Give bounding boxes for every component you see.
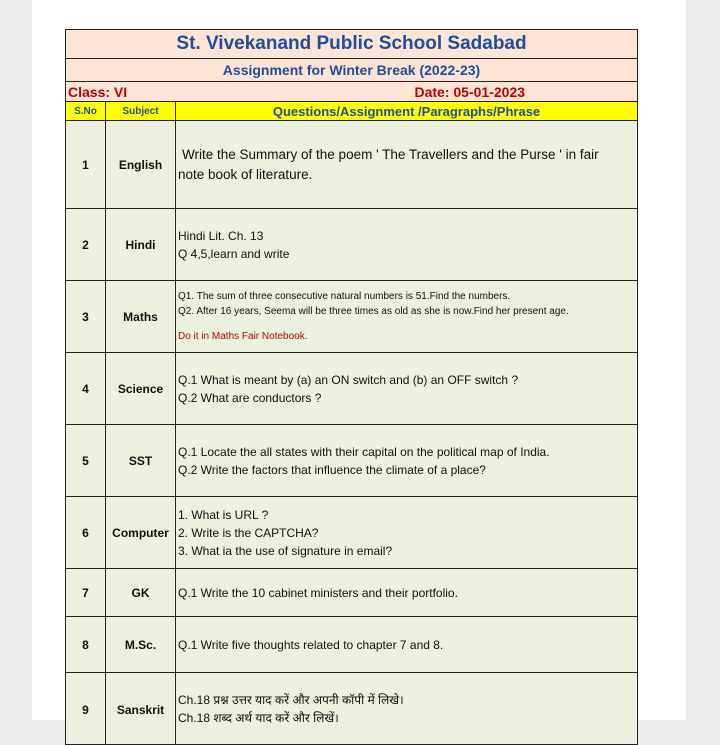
date-label: Date: 05-01-2023 <box>176 82 638 102</box>
row-subject: SST <box>106 425 176 497</box>
row-subject: Hindi <box>106 209 176 281</box>
row-questions <box>176 425 638 497</box>
row-subject: Computer <box>106 497 176 569</box>
row-number: 4 <box>66 353 106 425</box>
row-questions <box>176 353 638 425</box>
table-row <box>66 673 638 745</box>
row-questions <box>176 209 638 281</box>
row-number: 9 <box>66 673 106 745</box>
row-questions <box>176 497 638 569</box>
assignment-title: Assignment for Winter Break (2022-23) <box>66 59 638 82</box>
row-number: 7 <box>66 569 106 617</box>
row-subject: M.Sc. <box>106 617 176 673</box>
table-row <box>66 617 638 673</box>
row-subject: Maths <box>106 281 176 353</box>
assignment-table <box>65 29 638 745</box>
question-line: Q.1 Write the 10 cabinet ministers and their portfolio. <box>178 585 458 600</box>
question-line: Q.1 Write five thoughts related to chapter 7 and 8. <box>178 637 444 652</box>
row-questions <box>176 121 638 209</box>
row-questions <box>176 281 638 353</box>
maths-note: Do it in Maths Fair Notebook. <box>178 331 308 342</box>
assignment-sheet <box>65 29 637 745</box>
question-line: note book of literature. <box>178 166 313 182</box>
row-questions <box>176 617 638 673</box>
row-number: 5 <box>66 425 106 497</box>
table-row <box>66 569 638 617</box>
row-subject: English <box>106 121 176 209</box>
row-subject: Sanskrit <box>106 673 176 745</box>
class-label: Class: VI <box>66 82 176 102</box>
question-line: Ch.18 प्रश्न उत्तर याद करें और अपनी कॉपी में लिखे। <box>178 693 404 707</box>
question-line: Q 4,5,learn and write <box>178 246 290 261</box>
question-line: Q2. After 16 years, Seema will be three times as old as she is now.Find her present age. <box>178 306 569 317</box>
row-questions <box>176 569 638 617</box>
table-row <box>66 353 638 425</box>
row-number: 3 <box>66 281 106 353</box>
column-header-questions: Questions/Assignment /Paragraphs/Phrase <box>176 102 638 121</box>
question-line: 3. What ia the use of signature in email? <box>178 543 393 558</box>
question-line: Q.2 What are conductors ? <box>178 390 322 405</box>
row-number: 2 <box>66 209 106 281</box>
question-line: Ch.18 शब्द अर्थ याद करें और लिखें। <box>178 711 339 725</box>
question-line: 2. Write is the CAPTCHA? <box>178 525 319 540</box>
row-questions <box>176 673 638 745</box>
question-line: 1. What is URL ? <box>178 507 269 522</box>
school-name: St. Vivekanand Public School Sadabad <box>66 30 638 59</box>
table-row <box>66 281 638 353</box>
row-number: 1 <box>66 121 106 209</box>
document-page <box>32 0 686 725</box>
question-line: Hindi Lit. Ch. 13 <box>178 228 264 243</box>
question-line: Q.1 Locate the all states with their capital on the political map of India. <box>178 444 550 459</box>
column-header-sno: S.No <box>66 102 106 121</box>
question-line: Q1. The sum of three consecutive natural numbers is 51.Find the numbers. <box>178 291 511 302</box>
table-row <box>66 497 638 569</box>
table-row <box>66 209 638 281</box>
row-number: 6 <box>66 497 106 569</box>
table-row <box>66 121 638 209</box>
row-subject: Science <box>106 353 176 425</box>
table-row <box>66 425 638 497</box>
question-line: Write the Summary of the poem ' The Travellers and the Purse ' in fair <box>182 146 599 162</box>
column-header-subject: Subject <box>106 102 176 121</box>
question-line: Q.1 What is meant by (a) an ON switch and (b) an OFF switch ? <box>178 372 519 387</box>
question-line: Q.2 Write the factors that influence the climate of a place? <box>178 462 486 477</box>
row-subject: GK <box>106 569 176 617</box>
row-number: 8 <box>66 617 106 673</box>
